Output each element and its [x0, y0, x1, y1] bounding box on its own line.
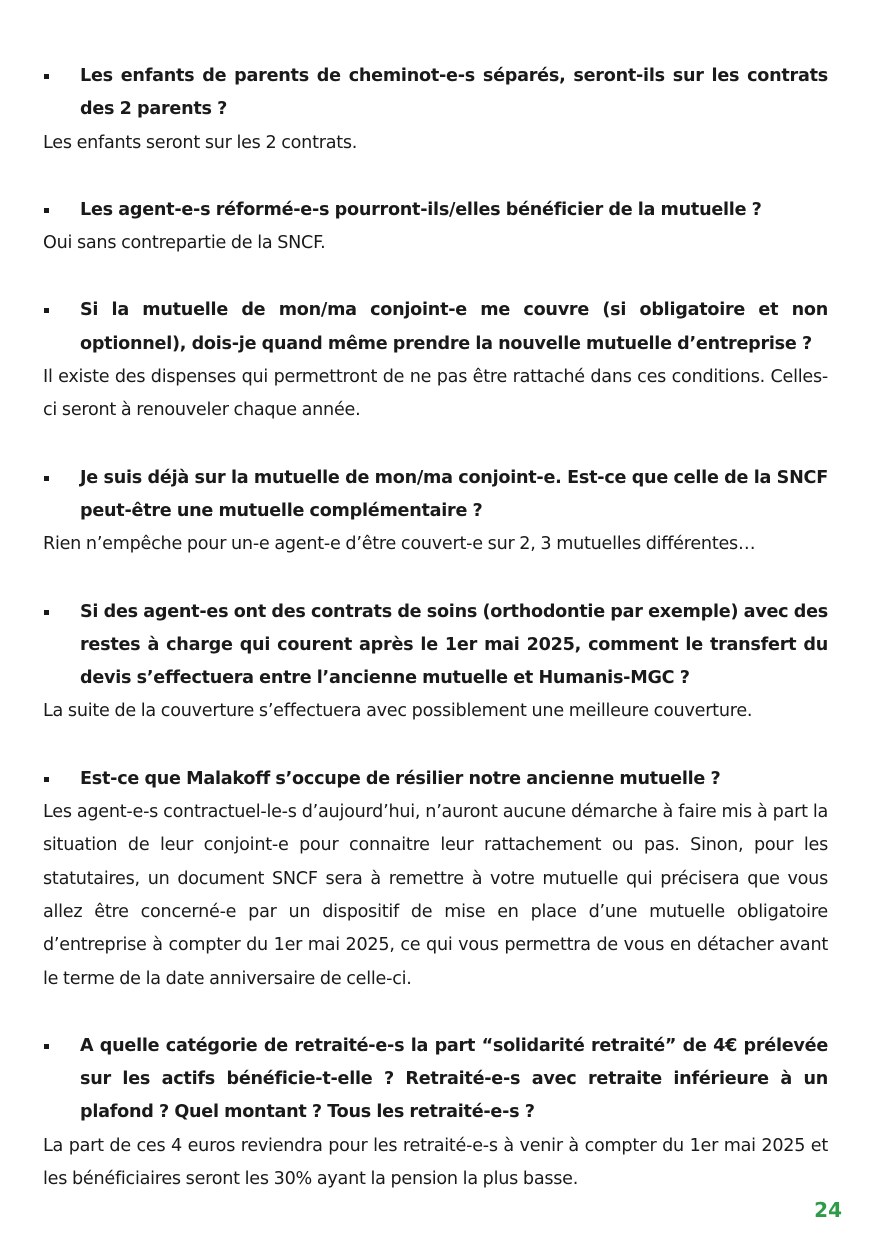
faq-question — [43, 294, 828, 361]
square-bullet-icon — [44, 1044, 49, 1049]
faq-item — [43, 596, 828, 729]
square-bullet-icon — [44, 208, 49, 213]
faq-question — [43, 596, 828, 696]
question-text: Les enfants de parents de cheminot-e-s séparés, seront-ils sur les contrats des 2 parents ? — [80, 66, 828, 120]
square-bullet-icon — [44, 308, 49, 313]
faq-question — [43, 60, 828, 127]
square-bullet-icon — [44, 74, 49, 79]
faq-answer: Oui sans contrepartie de la SNCF. — [43, 233, 326, 254]
faq-item — [43, 763, 828, 996]
page-number: 24 — [814, 1198, 842, 1222]
square-bullet-icon — [44, 777, 49, 782]
faq-item — [43, 294, 828, 427]
question-text: Je suis déjà sur la mutuelle de mon/ma conjoint-e. Est-ce que celle de la SNCF peut-être une mutuelle complémentaire ? — [80, 467, 828, 521]
faq-item — [43, 1030, 828, 1196]
question-text: Si la mutuelle de mon/ma conjoint-e me couvre (si obligatoire et non optionnel), dois-je quand même prendre la nouvelle mutuelle d’entreprise ? — [80, 300, 828, 354]
faq-document — [43, 60, 828, 1230]
faq-question — [43, 462, 828, 529]
faq-question — [43, 1030, 828, 1130]
faq-answer: La suite de la couverture s’effectuera avec possiblement une meilleure couverture. — [43, 701, 753, 722]
faq-answer: La part de ces 4 euros reviendra pour les retraité-e-s à venir à compter du 1er mai 2025 et les bénéficiaires seront les 30% ayant la pension la plus basse. — [43, 1135, 828, 1190]
faq-answer: Les agent-e-s contractuel-le-s d’aujourd’hui, n’auront aucune démarche à faire mis à part la situation de leur conjoint-e pour connaitre leur rattachement ou pas. Sinon, pour les statutaires, un document SNCF sera à remettre à votre mutuelle qui précisera que vous allez être concerné-e par un dispositif de mise en place d’une mutuelle obligatoire d’entreprise à compter du 1er mai 2025, ce qui vous permettra de vous en détacher avant le terme de la date anniversaire de celle-ci. — [43, 802, 828, 989]
faq-answer: Il existe des dispenses qui permettront de ne pas être rattaché dans ces conditions. Celles-ci seront à renouveler chaque année. — [43, 367, 828, 421]
faq-question — [43, 763, 828, 796]
square-bullet-icon — [44, 610, 49, 615]
question-text: Les agent-e-s réformé-e-s pourront-ils/elles bénéficier de la mutuelle ? — [80, 199, 762, 220]
faq-item — [43, 462, 828, 562]
faq-answer: Rien n’empêche pour un-e agent-e d’être couvert-e sur 2, 3 mutuelles différentes… — [43, 534, 756, 555]
question-text: A quelle catégorie de retraité-e-s la part “solidarité retraité” de 4€ prélevée sur les actifs bénéficie-t-elle ? Retraité-e-s avec retraite inférieure à un plafond ? Quel montant ? Tous les retraité-e-s ? — [80, 1035, 828, 1123]
faq-answer: Les enfants seront sur les 2 contrats. — [43, 132, 358, 153]
square-bullet-icon — [44, 476, 49, 481]
question-text: Est-ce que Malakoff s’occupe de résilier notre ancienne mutuelle ? — [80, 768, 721, 789]
faq-item — [43, 194, 828, 261]
faq-item — [43, 60, 828, 160]
question-text: Si des agent-es ont des contrats de soins (orthodontie par exemple) avec des restes à charge qui courent après le 1er mai 2025, comment le transfert du devis s’effectuera entre l’ancienne mutuelle et Humanis-MGC ? — [80, 601, 828, 689]
faq-question — [43, 194, 828, 227]
